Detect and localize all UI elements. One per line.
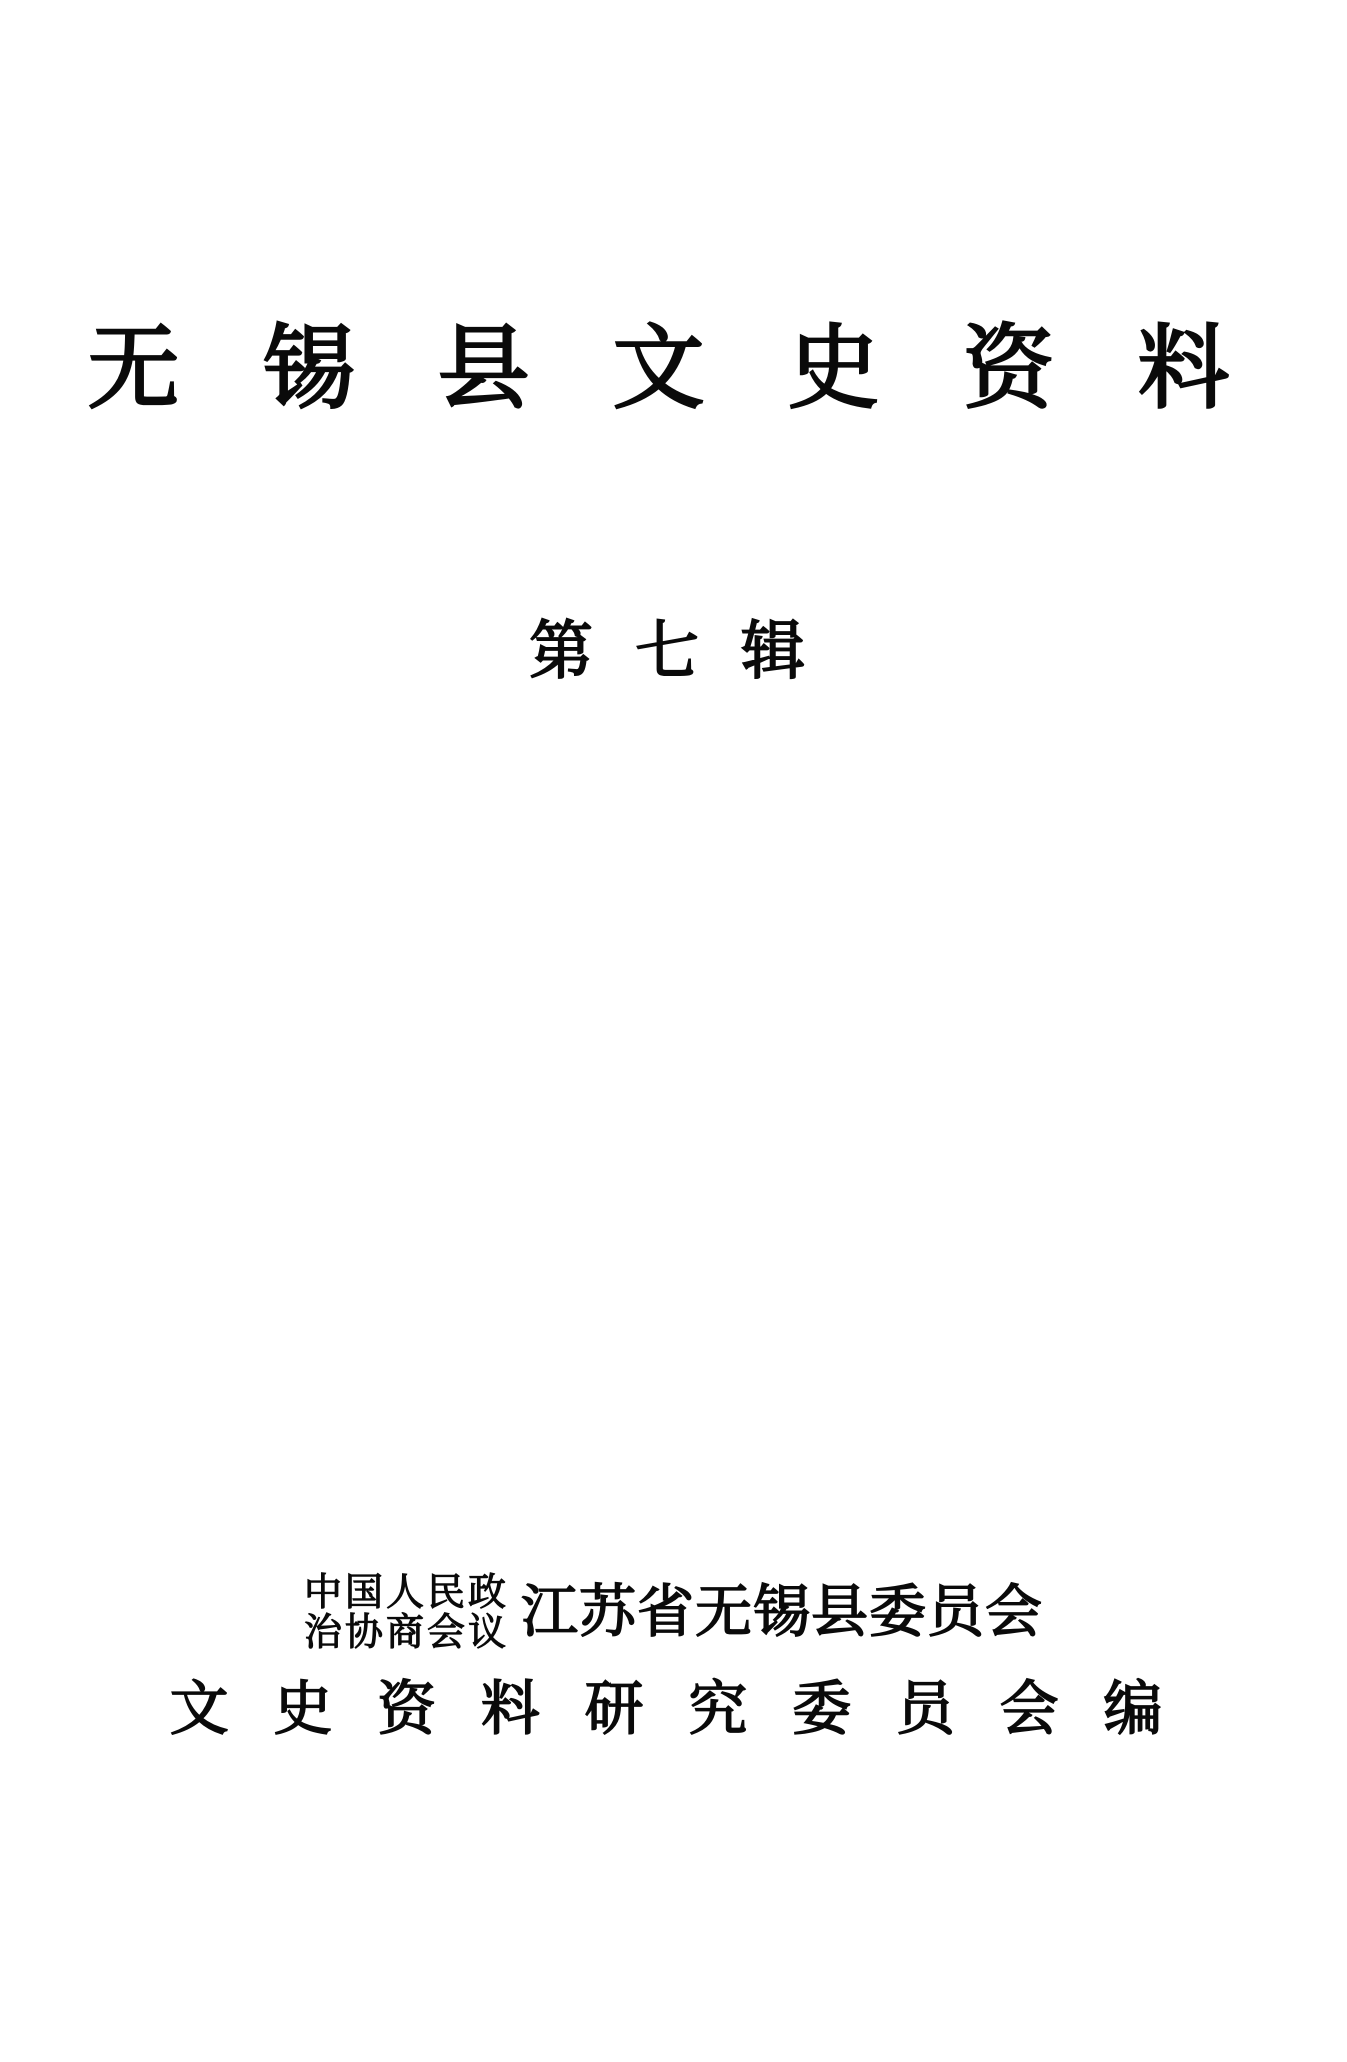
publisher-row [0,1574,1347,1653]
volume-label: 第 七 辑 [529,616,818,687]
org-main: 江苏省无锡县委员会 [521,1581,1043,1645]
org-prefix [304,1574,509,1653]
editor-line: 文 史 资 料 研 究 委 员 会 编 [169,1676,1178,1743]
book-title: 无 锡 县 文 史 资 料 [87,318,1260,420]
imprint-block [0,1574,1347,1742]
org-prefix-line2: 治协商会议 [303,1611,509,1654]
org-prefix-line1: 中国人民政 [303,1572,509,1614]
